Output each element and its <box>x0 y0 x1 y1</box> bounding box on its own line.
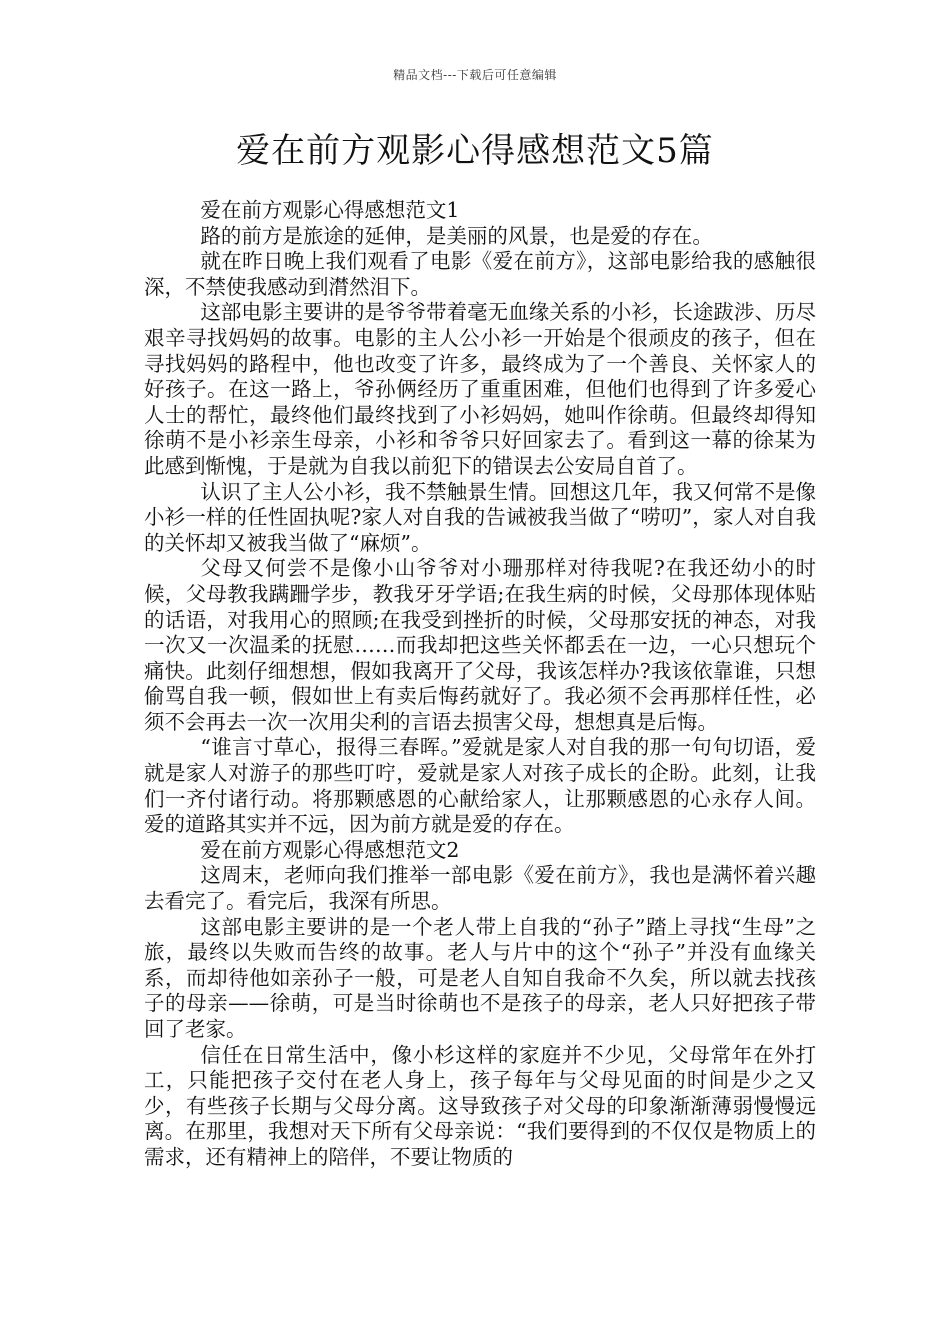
paragraph: 就在昨日晚上我们观看了电影《爱在前方》，这部电影给我的感触很深，不禁使我感动到潸然泪下。 <box>144 249 816 299</box>
paragraph: 这部电影主要讲的是一个老人带上自我的“孙子”踏上寻找“生母”之旅，最终以失败而告终的故事。老人与片中的这个“孙子”并没有血缘关系，而却待他如亲孙子一般，可是老人自知自我命不久矣，所以就去找孩子的母亲——徐萌，可是当时徐萌也不是孩子的母亲，老人只好把孩子带回了老家。 <box>144 914 816 1041</box>
paragraph: 这周末，老师向我们推举一部电影《爱在前方》，我也是满怀着兴趣去看完了。看完后，我深有所思。 <box>144 863 816 914</box>
section-heading-1: 爱在前方观影心得感想范文1 <box>200 198 460 222</box>
paragraph: 认识了主人公小衫，我不禁触景生情。回想这几年，我又何常不是像小衫一样的任性固执呢?家人对自我的告诫被我当做了“唠叨”，家人对自我的关怀却又被我当做了“麻烦”。 <box>144 479 816 555</box>
paragraph: 父母又何尝不是像小山爷爷对小珊那样对待我呢?在我还幼小的时候，父母教我蹒跚学步，教我牙牙学语;在我生病的时候，父母那体现体贴的话语，对我用心的照顾;在我受到挫折的时候，父母那安抚的神态，对我一次又一次温柔的抚慰……而我却把这些关怀都丢在一边，一心只想玩个痛快。此刻仔细想想，假如我离开了父母，我该怎样办?我该依靠谁，只想偷骂自我一顿，假如世上有卖后悔药就好了。我必须不会再那样任性，必须不会再去一次一次用尖利的言语去损害父母，想想真是后悔。 <box>144 556 816 734</box>
paragraph: “谁言寸草心，报得三春晖。”爱就是家人对自我的那一句句切语，爱就是家人对游子的那些叮咛，爱就是家人对孩子成长的企盼。此刻，让我们一齐付诸行动。将那颗感恩的心献给家人，让那颗感恩的心永存人间。爱的道路其实并不远，因为前方就是爱的存在。 <box>144 735 816 837</box>
document-body <box>144 198 816 1171</box>
document-title: 爱在前方观影心得感想范文5篇 <box>236 131 714 171</box>
section-heading-2: 爱在前方观影心得感想范文2 <box>200 837 460 862</box>
header-note: 精品文档---下载后可任意编辑 <box>393 68 557 82</box>
paragraph: 这部电影主要讲的是爷爷带着毫无血缘关系的小衫，长途跋涉、历尽艰辛寻找妈妈的故事。电影的主人公小衫一开始是个很顽皮的孩子，但在寻找妈妈的路程中，他也改变了许多，最终成为了一个善良、关怀家人的好孩子。在这一路上，爷孙俩经历了重重困难，但他们也得到了许多爱心人士的帮忙，最终他们最终找到了小衫妈妈，她叫作徐萌。但最终却得知徐萌不是小衫亲生母亲，小衫和爷爷只好回家去了。看到这一幕的徐某为此感到惭愧，于是就为自我以前犯下的错误去公安局自首了。 <box>144 300 816 478</box>
paragraph: 信任在日常生活中，像小杉这样的家庭并不少见，父母常年在外打工，只能把孩子交付在老人身上，孩子每年与父母见面的时间是少之又少，有些孩子长期与父母分离。这导致孩子对父母的印象渐渐薄弱慢慢远离。在那里，我想对天下所有父母亲说：“我们要得到的不仅仅是物质上的需求，还有精神上的陪伴，不要让物质的 <box>144 1042 816 1169</box>
paragraph: 路的前方是旅途的延伸，是美丽的风景，也是爱的存在。 <box>200 223 713 248</box>
